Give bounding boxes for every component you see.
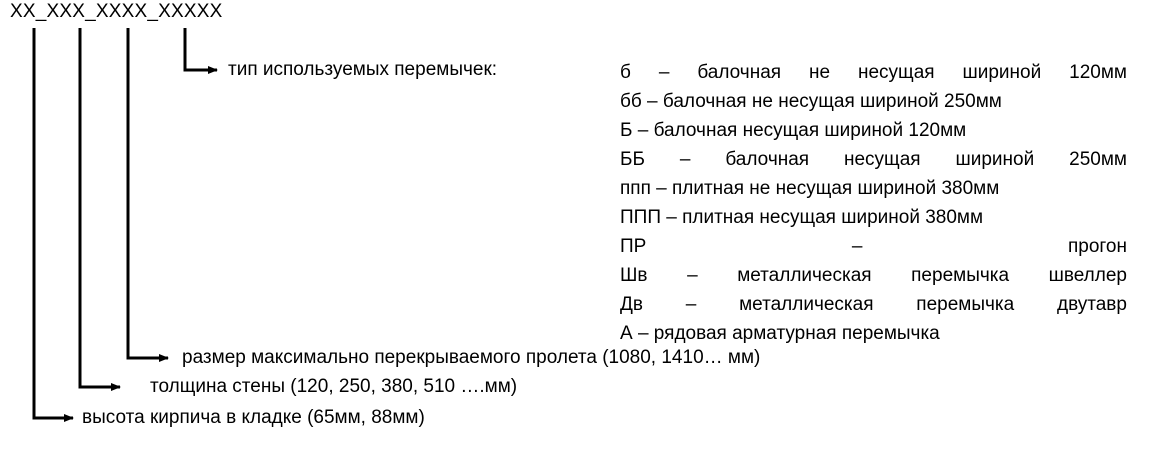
legend-item-PR	[620, 232, 1127, 261]
legend-item-BB	[620, 145, 1127, 174]
legend-word: не	[809, 62, 831, 83]
legend-item-Shv	[620, 261, 1127, 290]
legend-item-PPP: ППП – плитная несущая шириной 380мм	[620, 207, 984, 228]
legend-word: балочная	[697, 62, 782, 83]
legend-word: ББ	[620, 149, 645, 170]
legend-item-b	[620, 58, 1127, 87]
legend-word: балочная	[725, 149, 810, 170]
legend-word: швеллер	[1048, 265, 1127, 286]
legend-word: Дв	[620, 294, 643, 315]
lintel-type-label: тип используемых перемычек:	[228, 59, 498, 80]
legend-word: –	[658, 62, 670, 83]
legend-word: –	[851, 236, 863, 257]
legend-word: –	[687, 265, 698, 286]
wall-thickness-label: толщина стены (120, 250, 380, 510 ….мм)	[150, 376, 518, 397]
legend-word: шириной	[955, 149, 1035, 170]
legend-word: –	[685, 294, 697, 315]
legend-word: –	[679, 149, 691, 170]
legend-word: 250мм	[1069, 149, 1127, 170]
legend-word: несущая	[844, 149, 921, 170]
legend-word: прогон	[1067, 236, 1127, 257]
code-template: XX_XXX_XXXX_XXXXX	[10, 1, 223, 22]
legend-item-B: Б – балочная несущая шириной 120мм	[620, 120, 967, 141]
legend-word: шириной	[962, 62, 1042, 83]
brick-height-connector	[34, 28, 73, 418]
legend-word: ПР	[620, 236, 647, 257]
legend-item-ppp: ппп – плитная не несущая шириной 380мм	[620, 178, 1000, 199]
legend-word: 120мм	[1069, 62, 1127, 83]
legend-word: перемычка	[916, 294, 1015, 315]
legend-item-A: А – рядовая арматурная перемычка	[620, 323, 940, 344]
legend-word: металлическая	[737, 265, 872, 286]
legend-word: металлическая	[739, 294, 874, 315]
lintel-type-legend	[620, 58, 1127, 348]
legend-item-Dv	[620, 290, 1127, 319]
lintel-type-connector	[185, 28, 217, 70]
legend-word: Шв	[620, 265, 648, 286]
legend-word: б	[620, 62, 631, 83]
legend-item-bb: бб – балочная не несущая шириной 250мм	[620, 91, 1002, 112]
max-span-connector	[128, 28, 168, 358]
legend-word: двутавр	[1056, 294, 1127, 315]
brick-height-label: высота кирпича в кладке (65мм, 88мм)	[82, 407, 425, 428]
max-span-label: размер максимально перекрываемого пролета (1080, 1410… мм)	[182, 347, 761, 368]
legend-word: перемычка	[911, 265, 1010, 286]
legend-word: несущая	[858, 62, 935, 83]
wall-thickness-connector	[80, 28, 120, 387]
